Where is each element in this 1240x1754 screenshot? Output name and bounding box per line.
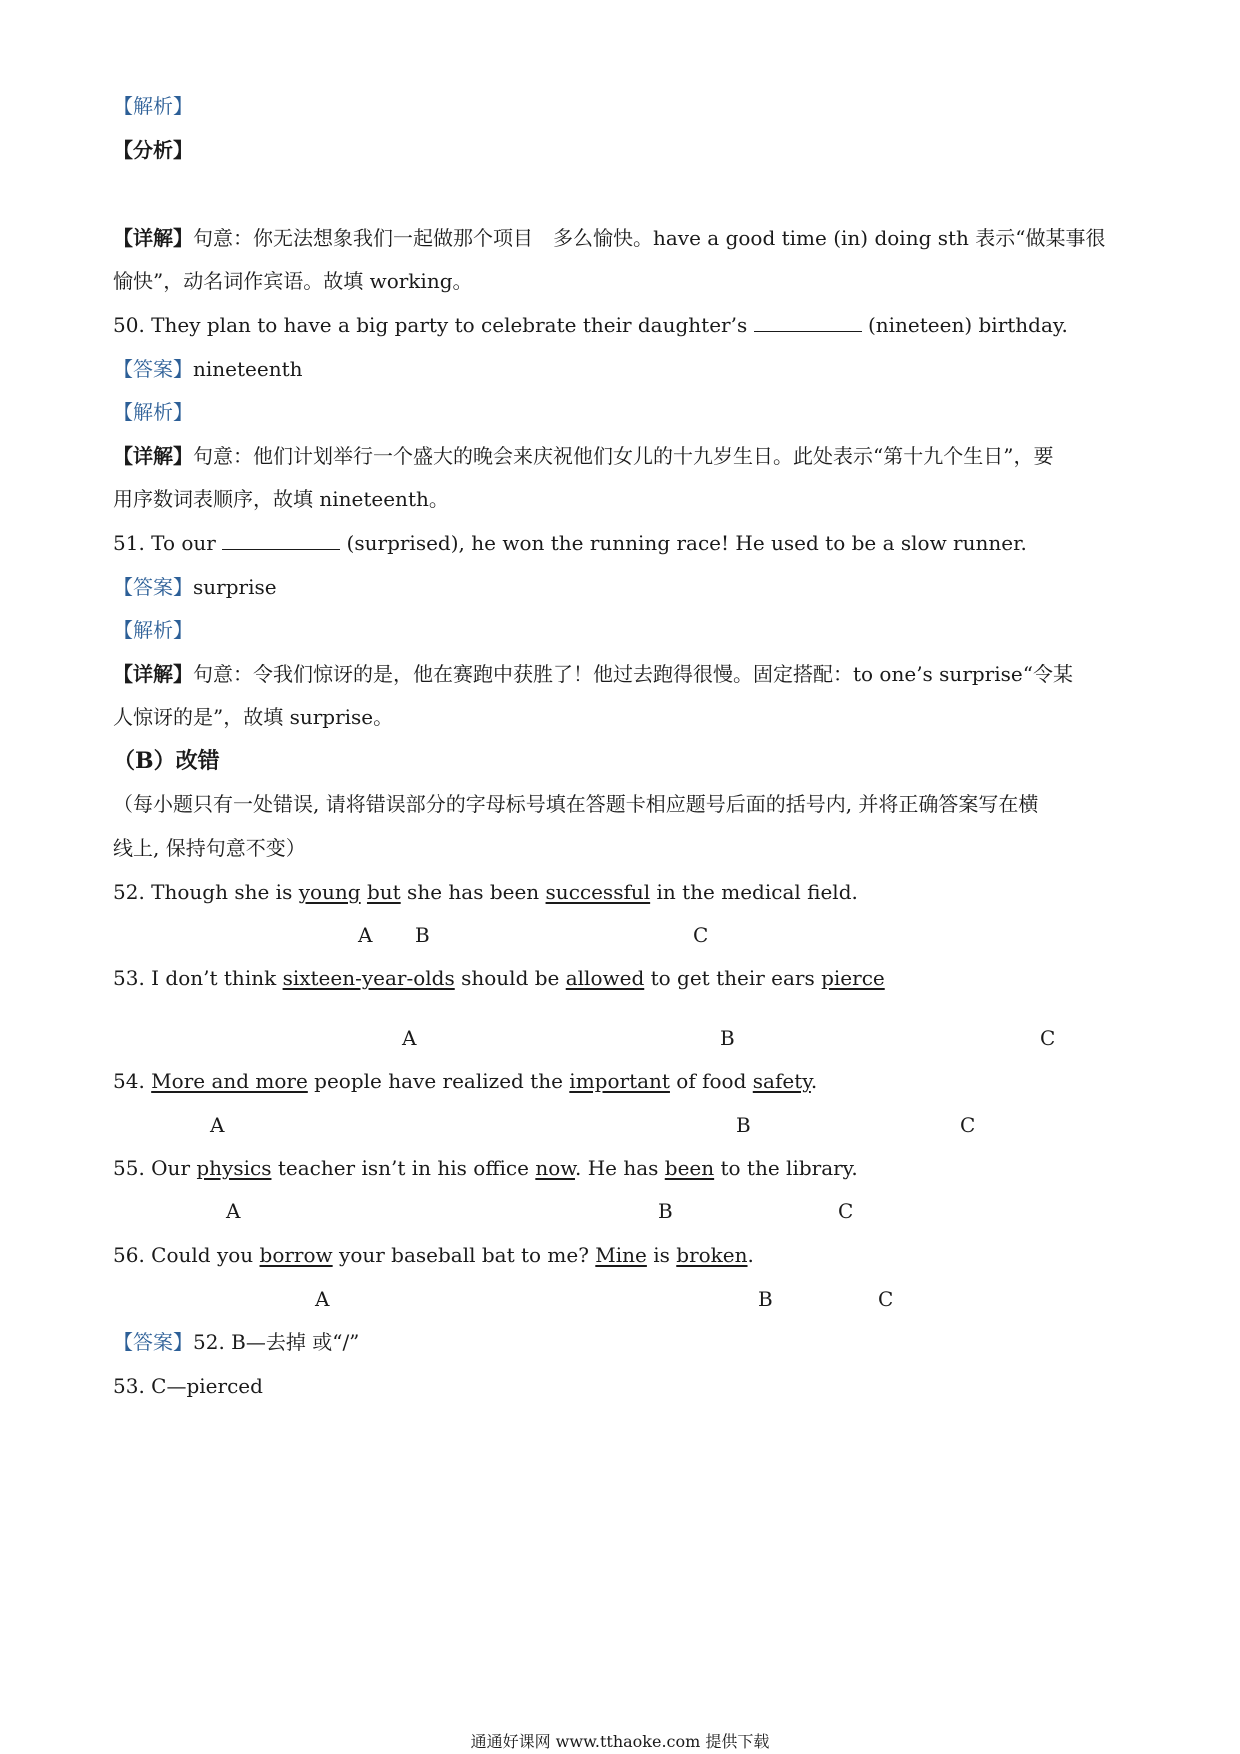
question-52: 52. Though she is young but she has been successful in the medical field.	[113, 880, 858, 904]
answer-blank	[754, 313, 862, 332]
answer-50: 【答案】nineteenth	[113, 357, 303, 381]
analysis-sub-tag: 【分析】	[113, 138, 193, 162]
option-b-label: B	[658, 1199, 673, 1223]
answer-51: 【答案】surprise	[113, 575, 277, 599]
analysis-50: 【解析】	[113, 400, 193, 424]
answer-53: 53. C—pierced	[113, 1374, 263, 1398]
question-51: 51. To our (surprised), he won the running race! He used to be a slow runner.	[113, 531, 1027, 555]
option-c-label: C	[878, 1287, 894, 1311]
question-54: 54. More and more people have realized the important of food safety.	[113, 1069, 818, 1093]
option-a-label: A	[315, 1287, 330, 1311]
section-b-heading: （B）改错	[113, 748, 220, 774]
option-c-label: C	[693, 923, 709, 947]
detail-50-cont: 用序数词表顺序，故填 nineteenth。	[113, 487, 449, 511]
option-b-label: B	[758, 1287, 773, 1311]
page-footer: 通通好课网 www.tthaoke.com 提供下载	[470, 1732, 770, 1751]
question-53: 53. I don’t think sixteen-year-olds should be allowed to get their ears pierce	[113, 966, 885, 990]
option-c-label: C	[838, 1199, 854, 1223]
answer-blank	[222, 531, 340, 550]
option-a-label: A	[210, 1113, 225, 1137]
option-c-label: C	[1040, 1026, 1056, 1050]
detail-51: 【详解】句意：令我们惊讶的是，他在赛跑中获胜了！他过去跑得很慢。固定搭配：to one’s surprise“令某	[113, 662, 1073, 686]
answer-52: 【答案】52. B—去掉 或“/”	[113, 1330, 360, 1354]
detail-51-cont: 人惊讶的是”，故填 surprise。	[113, 705, 394, 729]
question-55: 55. Our physics teacher isn’t in his office now. He has been to the library.	[113, 1156, 858, 1180]
detail-50: 【详解】句意：他们计划举行一个盛大的晚会来庆祝他们女儿的十九岁生日。此处表示“第十九个生日”，要	[113, 444, 1054, 468]
section-b-instructions: （每小题只有一处错误, 请将错误部分的字母标号填在答题卡相应题号后面的括号内, 并将正确答案写在横	[113, 792, 1039, 816]
option-c-label: C	[960, 1113, 976, 1137]
section-b-instructions-cont: 线上, 保持句意不变）	[113, 836, 306, 860]
option-b-label: B	[736, 1113, 751, 1137]
question-56: 56. Could you borrow your baseball bat to me? Mine is broken.	[113, 1243, 754, 1267]
analysis-tag: 【解析】	[113, 94, 193, 118]
option-b-label: B	[720, 1026, 735, 1050]
option-a-label: A	[226, 1199, 241, 1223]
detail-49-cont: 愉快”，动名词作宾语。故填 working。	[113, 269, 473, 293]
option-a-label: A	[358, 923, 373, 947]
detail-49: 【详解】句意：你无法想象我们一起做那个项目 多么愉快。have a good time (in) doing sth 表示“做某事很	[113, 226, 1106, 250]
option-b-label: B	[415, 923, 430, 947]
analysis-51: 【解析】	[113, 618, 193, 642]
question-50: 50. They plan to have a big party to celebrate their daughter’s (nineteen) birthday.	[113, 313, 1068, 337]
option-a-label: A	[402, 1026, 417, 1050]
